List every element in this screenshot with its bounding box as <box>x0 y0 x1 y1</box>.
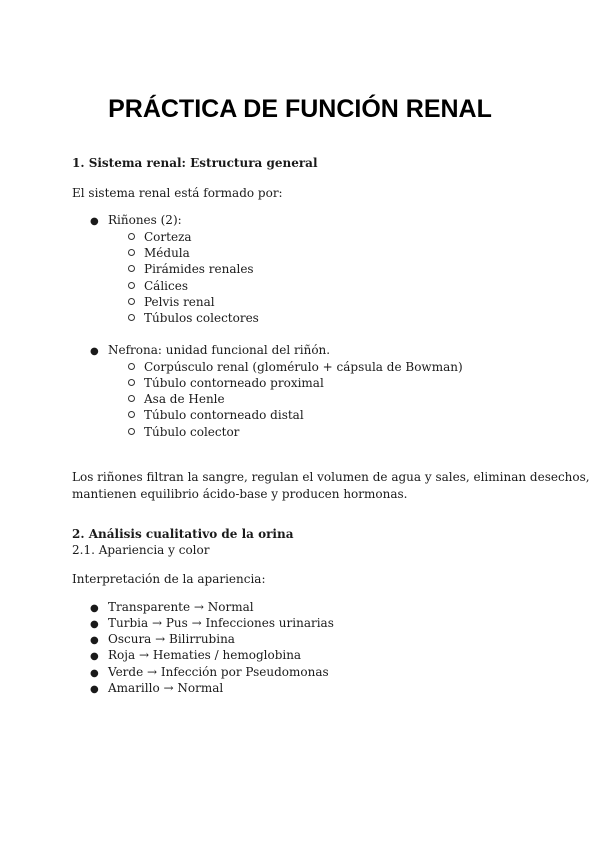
bullet-icon: ● <box>90 668 99 679</box>
list-item-label: Riñones (2): <box>108 213 182 227</box>
list-item-nephron <box>90 343 331 357</box>
sub-list-item: Pirámides renales <box>128 262 135 276</box>
sub-list-item: Túbulos colectores <box>128 311 135 325</box>
circle-bullet-icon <box>128 298 135 305</box>
circle-bullet-icon <box>128 314 135 321</box>
section2-intro: Interpretación de la apariencia: <box>72 572 266 586</box>
sub-list-item: Cálices <box>128 279 135 293</box>
section1-heading: 1. Sistema renal: Estructura general <box>72 156 318 170</box>
list-item-label: Nefrona: unidad funcional del riñón. <box>108 343 331 357</box>
bullet-icon: ● <box>90 684 99 695</box>
sub-list-item: Túbulo contorneado distal <box>128 408 135 422</box>
circle-bullet-icon <box>128 411 135 418</box>
list-item: ● Roja → Hematies / hemoglobina <box>90 648 302 662</box>
sub-list-item: Túbulo contorneado proximal <box>128 376 135 390</box>
list-item: ● Amarillo → Normal <box>90 681 224 695</box>
sub-list-item: Médula <box>128 246 135 260</box>
circle-bullet-icon <box>128 265 135 272</box>
bullet-icon: ● <box>90 651 99 662</box>
list-item: ● Oscura → Bilirrubina <box>90 632 235 646</box>
circle-bullet-icon <box>128 363 135 370</box>
sub-list-item: Asa de Henle <box>128 392 135 406</box>
circle-bullet-icon <box>128 282 135 289</box>
paragraph-line: Los riñones filtran la sangre, regulan el volumen de agua y sales, eliminan desechos, <box>72 470 590 484</box>
sub-list-item: Pelvis renal <box>128 295 135 309</box>
sub-list-item: Corteza <box>128 230 135 244</box>
list-item: ● Transparente → Normal <box>90 600 254 614</box>
page-title: PRÁCTICA DE FUNCIÓN RENAL <box>108 95 492 123</box>
section1-intro: El sistema renal está formado por: <box>72 186 283 200</box>
bullet-icon: ● <box>90 619 99 630</box>
section2-subheading: 2.1. Apariencia y color <box>72 543 210 557</box>
bullet-icon: ● <box>90 216 99 227</box>
section2-heading: 2. Análisis cualitativo de la orina <box>72 527 294 541</box>
list-item: ● Verde → Infección por Pseudomonas <box>90 665 329 679</box>
circle-bullet-icon <box>128 249 135 256</box>
circle-bullet-icon <box>128 395 135 402</box>
bullet-icon: ● <box>90 346 99 357</box>
circle-bullet-icon <box>128 428 135 435</box>
sub-list-item: Túbulo colector <box>128 425 135 439</box>
circle-bullet-icon <box>128 379 135 386</box>
list-item: ● Turbia → Pus → Infecciones urinarias <box>90 616 334 630</box>
circle-bullet-icon <box>128 233 135 240</box>
paragraph-line: mantienen equilibrio ácido-base y producen hormonas. <box>72 487 408 501</box>
bullet-icon: ● <box>90 603 99 614</box>
list-item-kidneys <box>90 213 182 227</box>
bullet-icon: ● <box>90 635 99 646</box>
sub-list-item: Corpúsculo renal (glomérulo + cápsula de Bowman) <box>128 360 135 374</box>
